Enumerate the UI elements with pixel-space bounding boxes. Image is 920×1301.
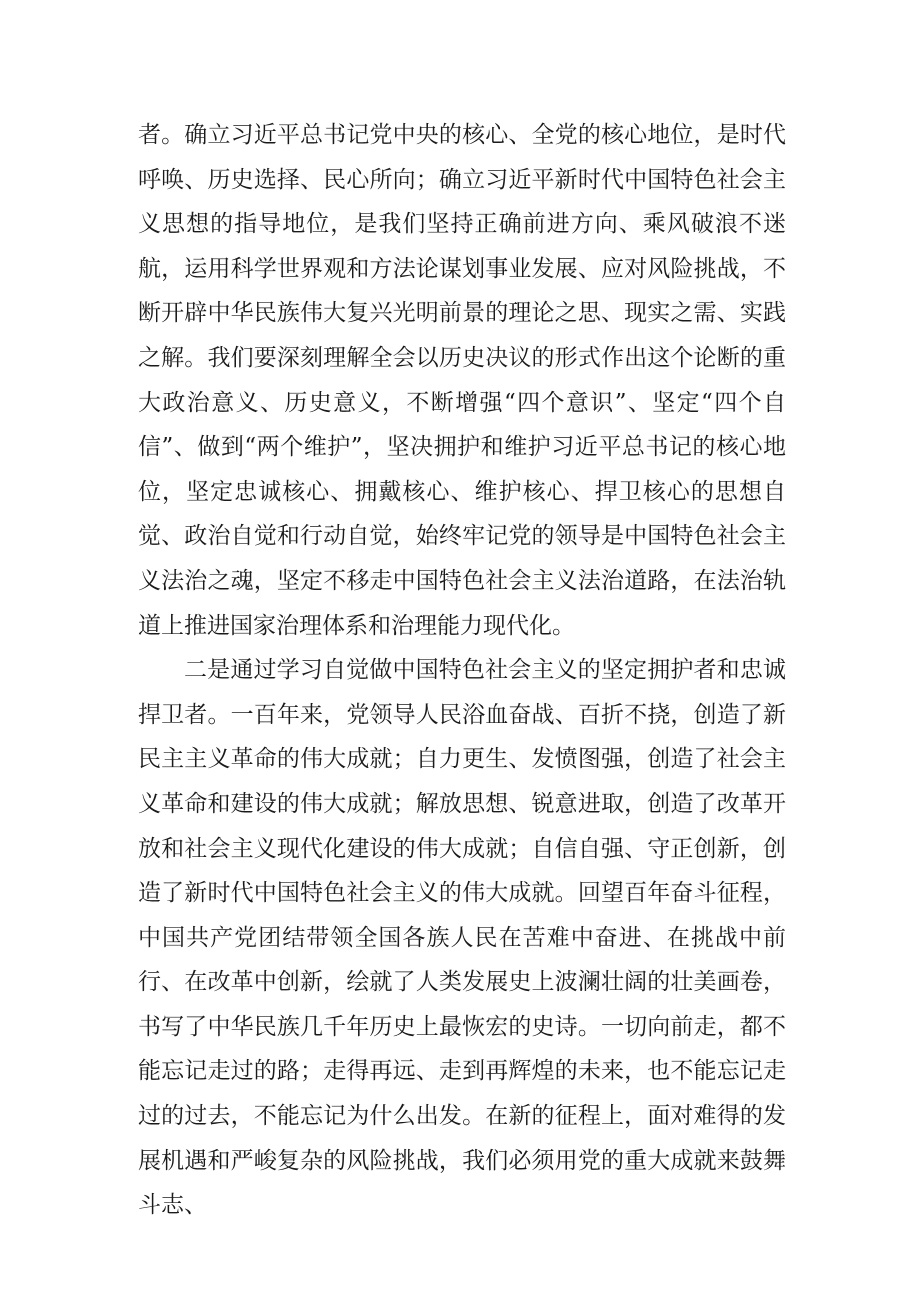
paragraph-2: 二是通过学习自觉做中国特色社会主义的坚定拥护者和忠诚捍卫者。一百年来，党领导人民浴血奋战、百折不挠，创造了新民主主义革命的伟大成就；自力更生、发愤图强，创造了社会主义革命和建设的伟大成就；解放思想、锐意进取，创造了改革开放和社会主义现代化建设的伟大成就；自信自强、守正创新，创造了新时代中国特色社会主义的伟大成就。回望百年奋斗征程，中国共产党团结带领全国各族人民在苦难中奋进、在挑战中前行、在改革中创新，绘就了人类发展史上波澜壮阔的壮美画卷，书写了中华民族几千年历史上最恢宏的史诗。一切向前走，都不能忘记走过的路；走得再远、走到再辉煌的未来，也不能忘记走过的过去，不能忘记为什么出发。在新的征程上，面对难得的发展机遇和严峻复杂的风险挑战，我们必须用党的重大成就来鼓舞斗志、 — [138, 657, 786, 1219]
paragraph-1: 者。确立习近平总书记党中央的核心、全党的核心地位，是时代呼唤、历史选择、民心所向；确立习近平新时代中国特色社会主义思想的指导地位，是我们坚持正确前进方向、乘风破浪不迷航，运用科学世界观和方法论谋划事业发展、应对风险挑战，不断开辟中华民族伟大复兴光明前景的理论之思、现实之需、实践之解。我们要深刻理解全会以历史决议的形式作出这个论断的重大政治意义、历史意义，不断增强“四个意识”、坚定“四个自信”、做到“两个维护”，坚决拥护和维护习近平总书记的核心地位，坚定忠诚核心、拥戴核心、维护核心、捍卫核心的思想自觉、政治自觉和行动自觉，始终牢记党的领导是中国特色社会主义法治之魂，坚定不移走中国特色社会主义法治道路，在法治轨道上推进国家治理体系和治理能力现代化。 — [138, 122, 786, 639]
document-body — [138, 113, 786, 1228]
